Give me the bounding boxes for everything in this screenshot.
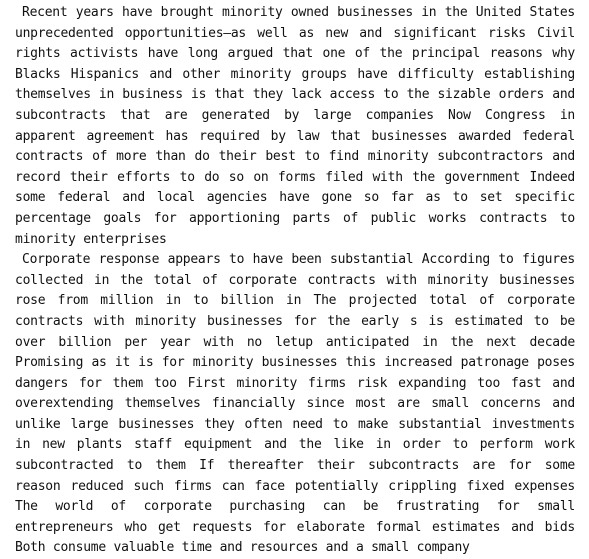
paragraph-1: Recent years have brought minority owned businesses in the United States unprecedented opportunities—as well as new and significant risks Civil rights activists have long argued that one of the principal reasons why Blacks Hispanics and other minority groups have difficulty establishing themselves in business is that they lack access to the sizable orders and subcontracts that are generated by large companies Now Congress in apparent agreement has required by law that businesses awarded federal contracts of more than do their best to find minority subcontractors and record their efforts to do so on forms filed with the government Indeed some federal and local agencies have gone so far as to set specific percentage goals for apportioning parts of public works contracts to minority enterprises (15, 5, 575, 247)
document-page (15, 3, 575, 559)
paragraph-2: Corporate response appears to have been substantial According to figures collected in the total of corporate contracts with minority businesses rose from million in to billion in The projected total of corporate contracts with minority businesses for the early s is estimated to be over billion per year with no letup anticipated in the next decade Promising as it is for minority businesses this increased patronage poses dangers for them too First minority firms risk expanding too fast and overextending themselves financially since most are small concerns and unlike large businesses they often need to make substantial investments in new plants staff equipment and the like in order to perform work subcontracted to them If thereafter their subcontracts are for some reason reduced such firms can face potentially crippling fixed expenses The world of corporate purchasing can be frustrating for small entrepreneurs who get requests for elaborate formal estimates and bids Both consume valuable time and resources and a small company (15, 252, 575, 556)
